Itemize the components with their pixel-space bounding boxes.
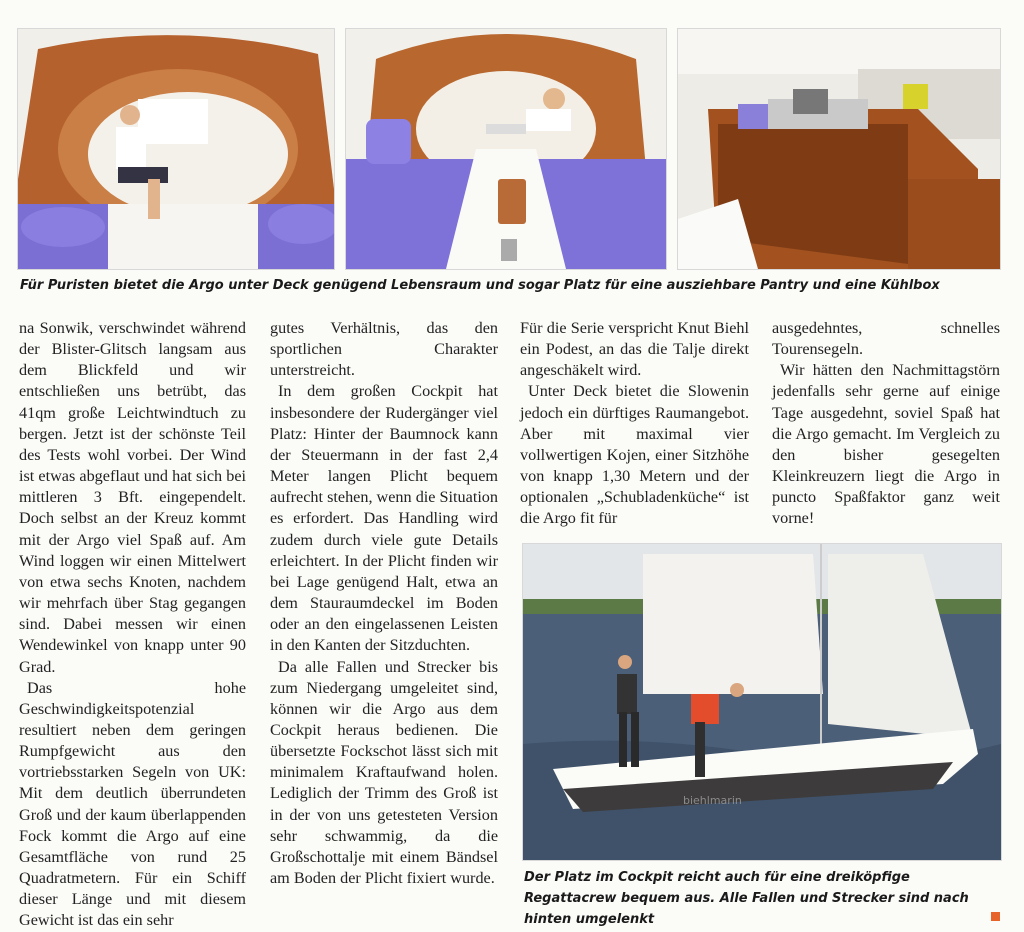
forward-bunk-photo bbox=[345, 28, 667, 270]
paragraph: Da alle Fallen und Strecker bis zum Niedergang umgeleitet sind, können wir die Argo aus dem Cockpit heraus bedienen. Die übersetzte Fockschot lässt sich mit minimalem Kraftaufwand holen. Lediglich der Trimm des Groß ist in der von uns getesteten Version sehr schwammig, da die Großschottalje mit einem Bändsel am Boden der Plicht fixiert wurde. bbox=[270, 657, 498, 888]
paragraph: Für die Serie verspricht Knut Biehl ein Podest, an das die Talje direkt angeschäkelt wird. bbox=[520, 319, 749, 380]
paragraph: Unter Deck bietet die Slowenin jedoch ein dürftiges Raumangebot. Aber mit maximal vier vollwertigen Kojen, einer Sitzhöhe von knapp 1,30 Metern und der optionalen „Schubladenküche“ ist die Argo fit für bbox=[520, 382, 749, 528]
paragraph: In dem großen Cockpit hat insbesondere der Rudergänger viel Platz: Hinter der Baumnock kann der Steuermann in der fast 2,4 Meter langen Plicht bequem aufrecht stehen, wenn die Situation es erfordert. Das Handling wird zudem durch viele gute Details erleichtert. In der Plicht finden wir bei Lage genügend Halt, etwa an dem Stauraumdeckel im Boden oder an den eingelassenen Leisten in den Kanten der Sitzduchten. bbox=[270, 382, 498, 655]
photo-caption-top: Für Puristen bietet die Argo unter Deck genügend Lebensraum und sogar Platz für eine ausziehbare Pantry und eine Kühlbox bbox=[20, 278, 940, 293]
paragraph: Das hohe Geschwindigkeitspotenzial resultiert neben dem geringen Rumpfgewicht aus den vortriebsstarken Segeln von UK: Mit dem deutlich überrundeten Groß und der kaum überlappenden Fock kommt die Argo auf eine Gesamtfläche von rund 25 Quadratmetern. Für ein Schiff dieser Länge und mit diesem Gewicht ist das ein sehr bbox=[19, 678, 246, 930]
paragraph: na Sonwik, verschwindet während der Blister-Glitsch langsam aus dem Blickfeld und wir entschließen uns betrübt, das 41qm große Leichtwindtuch zu bergen. Jetzt ist der schönste Teil des Tests wohl vorbei. Der Wind ist etwas abgeflaut und hat sich bei mittleren 3 Bft. eingependelt. Doch selbst an der Kreuz kommt mit der Argo viel Spaß auf. Am Wind loggen wir einen Mittelwert von etwa sechs Knoten, nachdem wir mehrfach über Stag gegangen sind. Dabei messen wir einen Wendewinkel von knapp unter 90 Grad. bbox=[19, 319, 246, 676]
article-end-mark bbox=[991, 912, 1000, 921]
article-column-2 bbox=[270, 318, 498, 889]
cabin-with-person-photo bbox=[17, 28, 335, 270]
article-column-1 bbox=[19, 318, 246, 932]
paragraph: Wir hätten den Nachmittagstörn jedenfalls sehr gerne auf einige Tage ausgedehnt, soviel Spaß hat die Argo gemacht. Im Vergleich zu den bisher gesegelten Kleinkreuzern liegt die Argo in puncto Spaßfaktor ganz weit vorne! bbox=[772, 361, 1000, 528]
sailing-argo-photo bbox=[522, 543, 1002, 861]
photo-caption-bottom: Der Platz im Cockpit reicht auch für eine dreiköpfige Regattacrew bequem aus. Alle Fallen und Strecker sind nach hinten umgelenkt bbox=[524, 870, 969, 927]
paragraph: ausgedehntes, schnelles Tourensegeln. bbox=[772, 319, 1000, 359]
article-column-4 bbox=[772, 318, 1000, 530]
article-column-3 bbox=[520, 318, 749, 530]
hull-lettering: biehlmarin bbox=[683, 794, 742, 807]
paragraph: gutes Verhältnis, das den sportlichen Charakter unterstreicht. bbox=[270, 319, 498, 380]
pantry-photo bbox=[677, 28, 1001, 270]
